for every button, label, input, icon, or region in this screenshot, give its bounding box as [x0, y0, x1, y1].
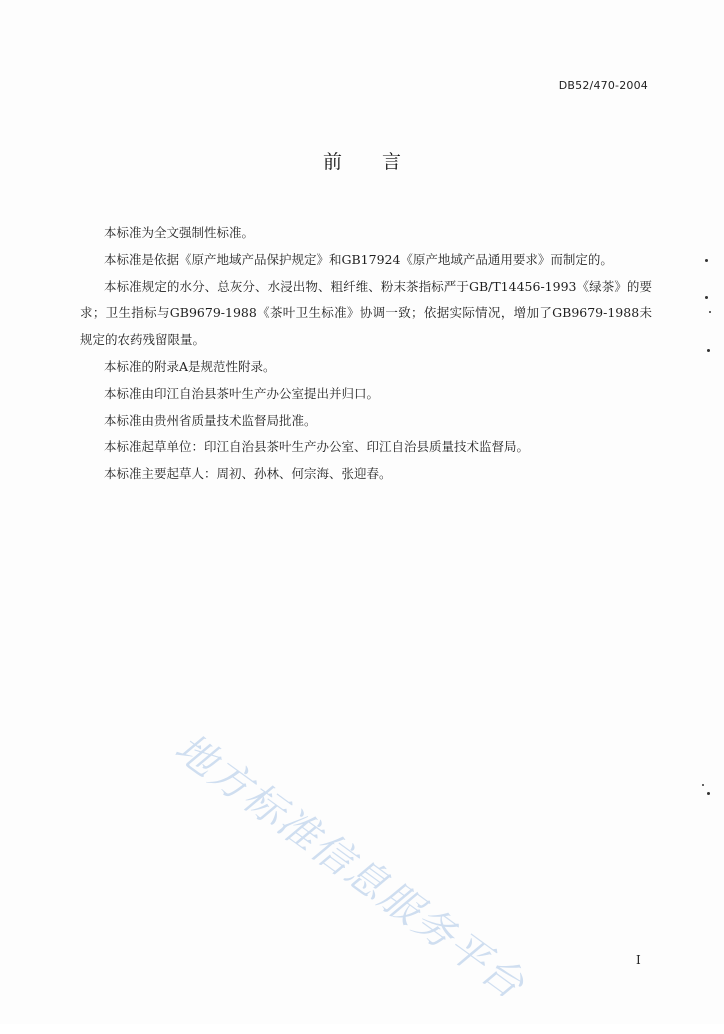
watermark: 地方标准信息服务平台	[166, 724, 534, 1009]
scan-speck	[702, 784, 704, 786]
paragraph-basis: 本标准是依据《原产地域产品保护规定》和GB17924《原产地域产品通用要求》而制定的。	[104, 251, 613, 267]
paragraph-appendix: 本标准的附录A是规范性附录。	[104, 358, 276, 374]
document-code: DB52/470-2004	[558, 79, 648, 92]
scan-speck	[705, 259, 708, 262]
scan-speck	[705, 296, 708, 299]
scan-speck	[709, 311, 711, 313]
paragraph-proposer: 本标准由印江自治县茶叶生产办公室提出并归口。	[104, 385, 380, 401]
paragraph-drafting-units: 本标准起草单位：印江自治县茶叶生产办公室、印江自治县质量技术监督局。	[104, 439, 530, 455]
page-number: I	[636, 953, 641, 967]
scan-speck	[707, 792, 710, 795]
scan-speck	[707, 349, 710, 352]
page-title: 前言	[322, 151, 441, 173]
paragraph-approver: 本标准由贵州省质量技术监督局批准。	[104, 412, 317, 428]
paragraph-drafters: 本标准主要起草人：周初、孙林、何宗海、张迎春。	[104, 466, 392, 482]
preface-body	[80, 220, 652, 488]
paragraph-standard-type: 本标准为全文强制性标准。	[104, 225, 255, 240]
paragraph-indicators: 本标准规定的水分、总灰分、水浸出物、粗纤维、粉末茶指标严于GB/T14456-1993《绿茶》的要求；卫生指标与GB9679-1988《茶叶卫生标准》协调一致；依据实际情况，增加了GB9679-1988未规定的农药残留限量。	[80, 278, 652, 348]
